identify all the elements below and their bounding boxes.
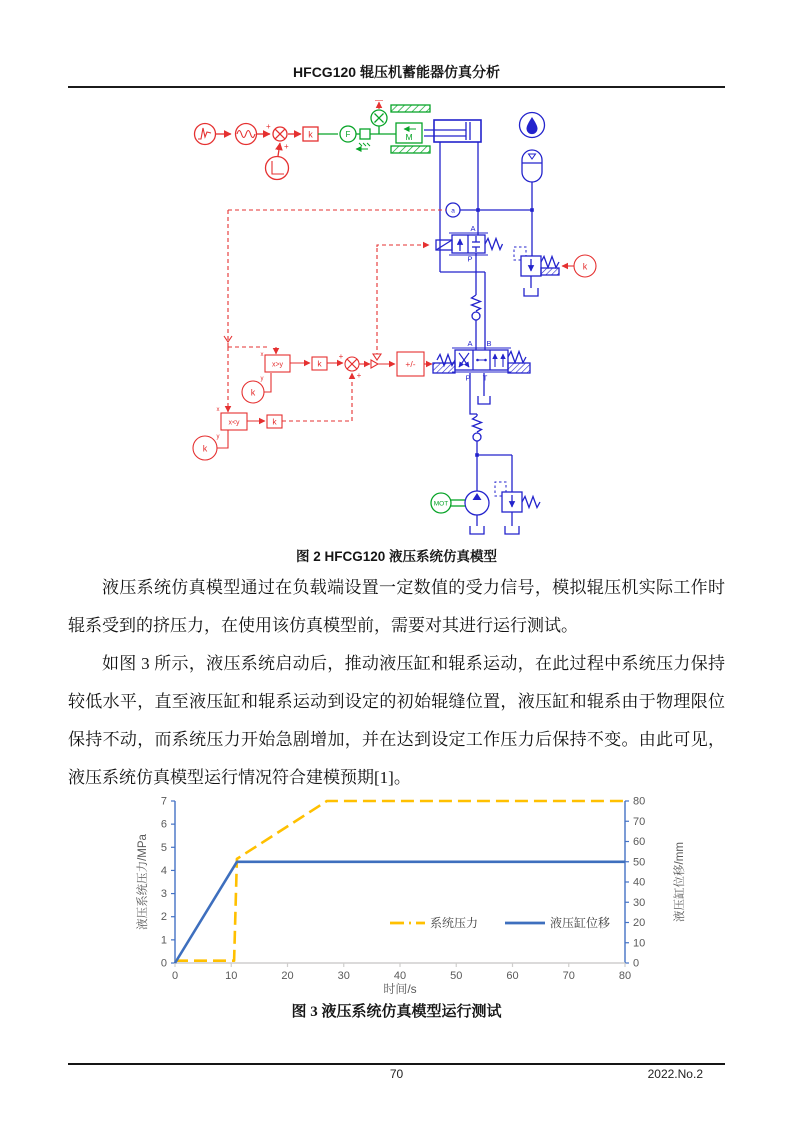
x-tick-label: 0 [171, 970, 179, 982]
check-valve-1 [472, 295, 481, 311]
accumulator [522, 150, 542, 182]
x-tick-label: 70 [562, 970, 575, 982]
left-tick-label: 5 [160, 841, 167, 854]
x-tick-label: 60 [506, 970, 519, 982]
paragraph-1: 液压系统仿真模型通过在负载端设置一定数值的受力信号，模拟辊压机实际工作时辊系受到的挤压力，在使用该仿真模型前，需要对其进行运行测试。 [68, 578, 725, 635]
hydraulic-cylinder [434, 120, 481, 142]
x-tick-label: 50 [450, 970, 463, 982]
hydraulic-circuit [424, 113, 559, 535]
x-tick-label: 40 [393, 970, 407, 982]
left-tick-label: 2 [160, 911, 167, 924]
right-tick-label: 70 [633, 815, 646, 828]
svg-text:k: k [272, 416, 277, 427]
valve-4-3 [433, 348, 530, 373]
x-tick-label: 80 [618, 970, 632, 982]
right-tick-label: 20 [633, 917, 646, 929]
svg-text:P: P [465, 373, 471, 383]
figure3-chart [130, 795, 690, 1000]
figure2-caption: 图 2 HFCG120 液压系统仿真模型 [295, 549, 498, 564]
prop-relief-valve-accumulator [514, 247, 559, 296]
header-rule [68, 86, 725, 88]
right-tick-label: 50 [633, 856, 646, 869]
svg-text:x: x [260, 352, 264, 358]
legend-label: 液压缸位移 [550, 916, 611, 930]
svg-text:A: A [467, 339, 473, 348]
relief-valve-pump [495, 482, 540, 534]
force-F-label: F [345, 130, 351, 139]
svg-text:y: y [216, 434, 220, 440]
body-text [68, 569, 725, 797]
wall-hatch-top [391, 105, 430, 112]
right-axis-title: 液压缸位移/mm [674, 842, 686, 922]
legend-label: 系统压力 [430, 916, 479, 930]
page-header-title: HFCG120 辊压机蓄能器仿真分析 [293, 64, 500, 80]
left-tick-label: 3 [160, 888, 167, 901]
footer-rule [68, 1063, 725, 1065]
left-tick-label: 1 [160, 934, 167, 947]
left-axis-title: 液压系统压力/MPa [137, 834, 149, 930]
x-axis-title: 时间/s [383, 982, 417, 996]
friction-element [360, 129, 370, 139]
prop-solenoid-left [433, 363, 455, 373]
x-tick-label: 30 [337, 970, 350, 982]
x-tick-label: 10 [225, 970, 238, 982]
left-tick-label: 0 [160, 957, 167, 970]
svg-text:+: + [356, 371, 362, 380]
signal-source-chain [195, 124, 319, 180]
svg-text:x<y: x<y [228, 419, 240, 427]
svg-text:x: x [216, 407, 220, 413]
svg-text:+: + [266, 122, 271, 131]
mechanical-load-group [318, 105, 430, 153]
wall-hatch-bottom [391, 146, 430, 153]
figure3-caption: 图 3 液压系统仿真模型运行测试 [291, 1004, 502, 1020]
valve-port-labels [465, 224, 491, 383]
mass-M-label: M [405, 132, 413, 142]
svg-text:x>y: x>y [271, 361, 284, 369]
step-signal-icon [266, 157, 289, 180]
series-液压缸位移 [175, 862, 625, 963]
motor-label: MOT [433, 500, 449, 508]
svg-text:+: + [284, 142, 289, 151]
svg-text:B: B [486, 339, 492, 348]
svg-text:+/-: +/- [405, 359, 416, 369]
svg-text:k: k [250, 387, 256, 398]
svg-text:P: P [467, 254, 473, 264]
footer-issue: 2022.No.2 [647, 1067, 703, 1081]
footer-page-number: 70 [389, 1067, 404, 1081]
ramp-signal-icon [195, 124, 216, 145]
figure2-hydraulic-model-diagram [185, 100, 600, 542]
svg-text:k: k [582, 261, 588, 272]
right-tick-label: 0 [633, 957, 640, 970]
series-系统压力 [175, 801, 625, 961]
prop-solenoid-right [508, 363, 530, 373]
svg-text:T: T [482, 373, 488, 383]
control-network [193, 207, 596, 460]
check-valve-2 [473, 416, 482, 432]
right-tick-label: 60 [633, 836, 646, 848]
run-test-chart [130, 795, 690, 1000]
valve-2-2 [436, 233, 503, 255]
left-tick-label: 7 [160, 795, 167, 808]
svg-text:A: A [470, 224, 476, 233]
left-tick-label: 6 [160, 818, 167, 831]
left-tick-label: 4 [160, 864, 167, 877]
sensor-a-label: a [451, 207, 455, 215]
control-network-labels [203, 262, 588, 454]
right-tick-label: 10 [633, 937, 646, 950]
right-tick-label: 40 [633, 876, 646, 889]
x-tick-label: 20 [281, 970, 294, 982]
paragraph-2: 如图 3 所示，液压系统启动后，推动液压缸和辊系运动，在此过程中系统压力保持较低水平，直至液压缸和辊系运动到设定的初始辊缝位置，液压缸和辊系由于物理限位保持不动，而系统压力开始急剧增加，并在达到设定工作压力后保持不变。由此可见，液压系统仿真模型运行情况符合建模预期[1]。 [68, 654, 725, 787]
right-tick-label: 80 [633, 795, 646, 808]
gain-k-label: k [308, 129, 313, 140]
svg-text:y: y [260, 376, 264, 382]
right-tick-label: 30 [633, 896, 646, 909]
x-signal-arrow [375, 100, 383, 109]
svg-text:k: k [317, 358, 322, 369]
svg-text:+: + [338, 352, 344, 361]
svg-text:k: k [202, 443, 208, 454]
